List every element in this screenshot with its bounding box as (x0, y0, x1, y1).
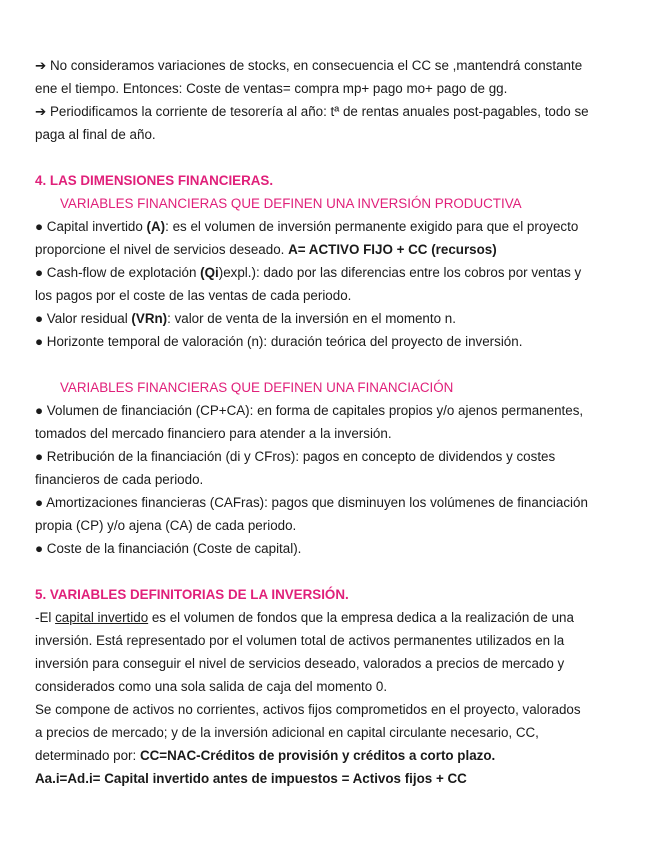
intro-line-2: ene el tiempo. Entonces: Coste de ventas= compra mp+ pago mo+ pago de gg. (35, 81, 508, 96)
bullet-cash-flow-cont: los pagos por el coste de las ventas de cada periodo. (35, 288, 352, 303)
bullet-retribucion: ● Retribución de la financiación (di y CFros): pagos en concepto de dividendos y costes (35, 449, 556, 464)
para-capital-line-2: inversión. Está representado por el volumen total de activos permanentes utilizados en la (35, 633, 565, 648)
para-capital-line-1: -El capital invertido es el volumen de fondos que la empresa dedica a la realización de una (35, 610, 574, 625)
bullet-amortizaciones: ● Amortizaciones financieras (CAFras): pagos que disminuyen los volúmenes de financiación (35, 495, 588, 510)
subheading-financing: VARIABLES FINANCIERAS QUE DEFINEN UNA FINANCIACIÓN (60, 380, 454, 395)
bullet-volumen-cont: tomados del mercado financiero para atender a la inversión. (35, 426, 392, 441)
arrow-icon: ➔ (35, 58, 47, 73)
para-composition-line-1: Se compone de activos no corrientes, activos fijos comprometidos en el proyecto, valorados (35, 702, 581, 717)
section-4-heading: 4. LAS DIMENSIONES FINANCIERAS. (35, 173, 274, 188)
section-5-heading: 5. VARIABLES DEFINITORIAS DE LA INVERSIÓN. (35, 587, 349, 602)
bullet-cash-flow: ● Cash-flow de explotación (Qi)expl.): dado por las diferencias entre los cobros por ventas y (35, 265, 582, 280)
intro-line-1: ➔ No consideramos variaciones de stocks, en consecuencia el CC se ,mantendrá constante (35, 58, 583, 73)
intro-line-4: paga al final de año. (35, 127, 156, 142)
bullet-capital-invertido: ● Capital invertido (A): es el volumen de inversión permanente exigido para que el proyecto (35, 219, 579, 234)
para-composition-line-2: a precios de mercado; y de la inversión adicional en capital circulante necesario, CC, (35, 725, 539, 740)
para-composition-line-3: determinado por: CC=NAC-Créditos de provisión y créditos a corto plazo. (35, 748, 496, 763)
para-capital-line-4: considerados como una sola salida de caja del momento 0. (35, 679, 388, 694)
subheading-investment: VARIABLES FINANCIERAS QUE DEFINEN UNA INVERSIÓN PRODUCTIVA (60, 196, 522, 211)
bullet-valor-residual: ● Valor residual (VRn): valor de venta de la inversión en el momento n. (35, 311, 456, 326)
bullet-capital-invertido-cont: proporcione el nivel de servicios deseado. A= ACTIVO FIJO + CC (recursos) (35, 242, 497, 257)
bullet-coste: ● Coste de la financiación (Coste de capital). (35, 541, 302, 556)
bullet-volumen: ● Volumen de financiación (CP+CA): en forma de capitales propios y/o ajenos permanentes, (35, 403, 584, 418)
bullet-horizonte: ● Horizonte temporal de valoración (n): duración teórica del proyecto de inversión. (35, 334, 523, 349)
intro-line-3: ➔ Periodificamos la corriente de tesorería al año: tª de rentas anuales post-pagables, todo se (35, 104, 589, 119)
bullet-retribucion-cont: financieros de cada periodo. (35, 472, 204, 487)
para-capital-line-3: inversión para conseguir el nivel de servicios deseado, valorados a precios de mercado y (35, 656, 565, 671)
bullet-amortizaciones-cont: propia (CP) y/o ajena (CA) de cada periodo. (35, 518, 297, 533)
arrow-icon: ➔ (35, 104, 47, 119)
formula-capital-invertido: Aa.i=Ad.i= Capital invertido antes de impuestos = Activos fijos + CC (35, 771, 467, 786)
